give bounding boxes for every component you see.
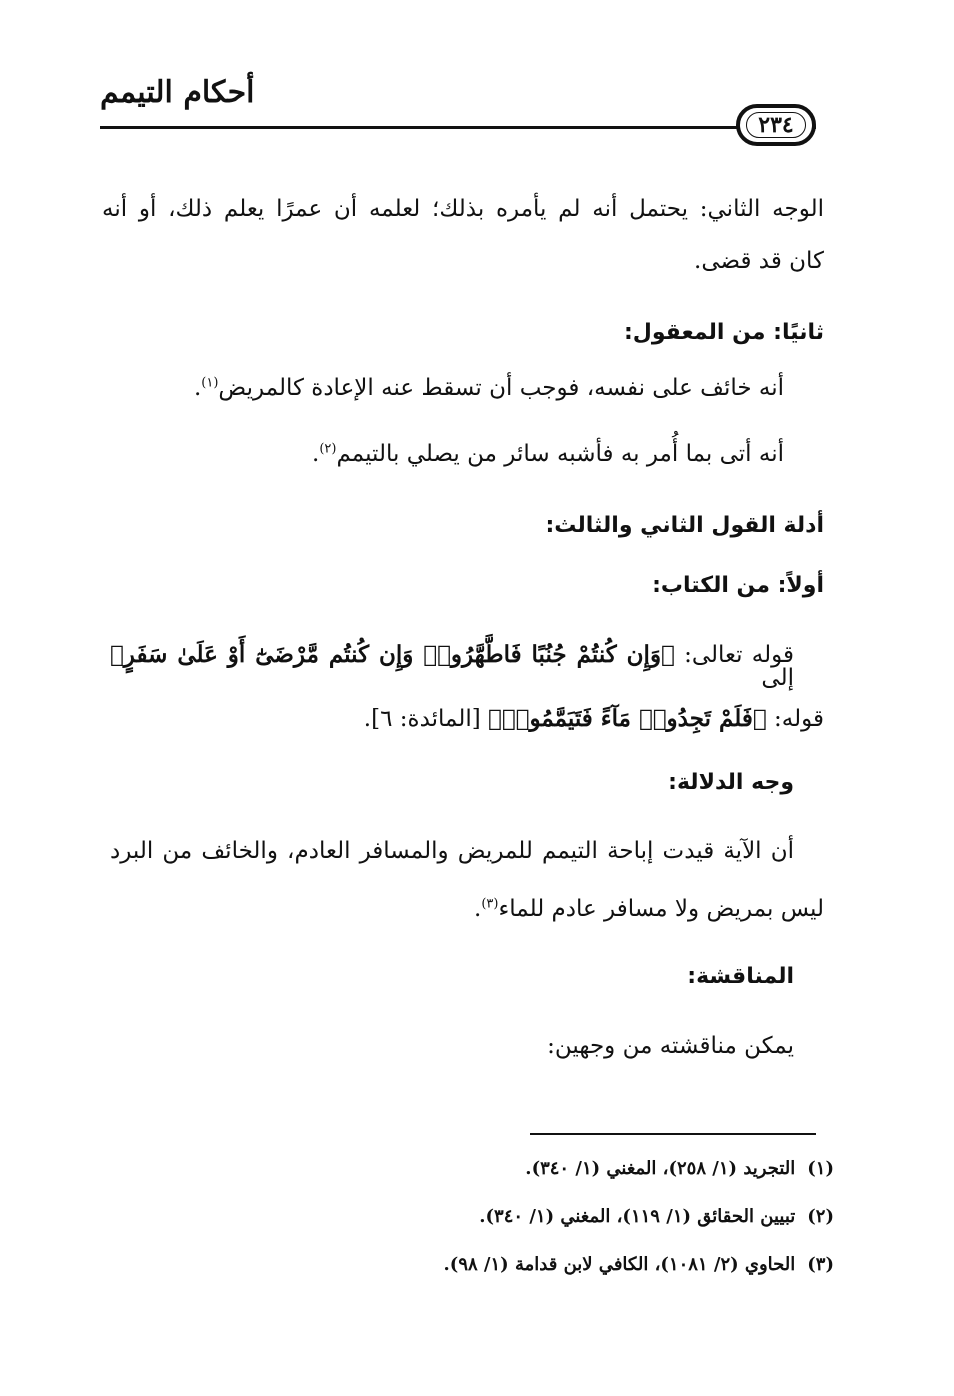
footnote-separator: [530, 1133, 816, 1135]
footnote-text: تبيين الحقائق (١/ ١١٩)، المغني (١/ ٣٤٠).: [479, 1206, 796, 1227]
verse-line: [364, 707, 824, 731]
point-text: أنه خائف على نفسه، فوجب أن تسقط عنه الإعادة كالمريض: [218, 375, 784, 401]
section-heading: أدلة القول الثاني والثالث:: [545, 513, 824, 538]
paragraph-text: ليس بمريض ولا مسافر عادم للماء: [498, 896, 824, 922]
evidence-point: [194, 377, 784, 400]
verse-reference: [المائدة: ٦].: [363, 706, 489, 732]
footnote-text: الحاوي (٢/ ١٠٨١)، الكافي لابن قدامة (١/ ٩٨).: [443, 1254, 796, 1275]
point-end: .: [193, 375, 202, 401]
verse-intro: قوله تعالى:: [674, 642, 794, 668]
footnote-marker: (١): [201, 375, 219, 391]
footnote: [444, 1256, 834, 1274]
footnote-text: التجريد (١/ ٢٥٨)، المغني (١/ ٣٤٠).: [525, 1158, 796, 1179]
section-heading: المناقشة:: [687, 964, 794, 989]
paragraph-line: الوجه الثاني: يحتمل أنه لم يأمره بذلك؛ لعلمه أن عمرًا يعلم ذلك، أو أنه: [102, 196, 824, 222]
footnote: [479, 1208, 834, 1226]
evidence-point: [312, 443, 784, 466]
page-number-frame: [736, 104, 816, 146]
quran-quote: ﴿وَإِن كُنتُمْ جُنُبًا فَاطَّهَّرُوا۟ وَإِن كُنتُم مَّرْضَىٰٓ أَوْ عَلَىٰ سَفَرٍ﴾: [110, 641, 675, 668]
header-rule: [100, 126, 816, 129]
footnote-number: (١): [807, 1158, 834, 1179]
paragraph-line: أن الآية قيدت إباحة التيمم للمريض والمسافر العادم، والخائف من البرد: [110, 838, 794, 864]
verse-intro: قوله:: [766, 706, 824, 732]
verse-line: [110, 643, 794, 690]
verse-continuation: إلى: [761, 665, 794, 691]
paragraph-line: يمكن مناقشته من وجهين:: [547, 1033, 794, 1059]
page-number: ٢٣٤: [758, 112, 794, 138]
quran-quote: ﴿فَلَمْ تَجِدُوا۟ مَآءً فَتَيَمَّمُوا۟﴾: [488, 705, 767, 732]
paragraph-end: .: [474, 896, 482, 922]
paragraph-line: [474, 898, 824, 921]
section-heading: أولاً: من الكتاب:: [652, 573, 824, 598]
section-heading: وجه الدلالة:: [668, 770, 794, 795]
paragraph-line: كان قد قضى.: [694, 248, 824, 274]
section-heading: ثانيًا: من المعقول:: [623, 320, 824, 345]
footnote-marker: (٢): [319, 441, 337, 457]
footnote-marker: (٣): [481, 896, 499, 912]
footnote: [525, 1160, 834, 1178]
footnote-number: (٢): [807, 1206, 834, 1227]
point-text: أنه أتى بما أُمر به فأشبه سائر من يصلي بالتيمم: [336, 441, 784, 467]
running-title: أحكام التيمم: [100, 75, 255, 110]
footnote-number: (٣): [807, 1254, 834, 1275]
point-end: .: [312, 441, 320, 467]
